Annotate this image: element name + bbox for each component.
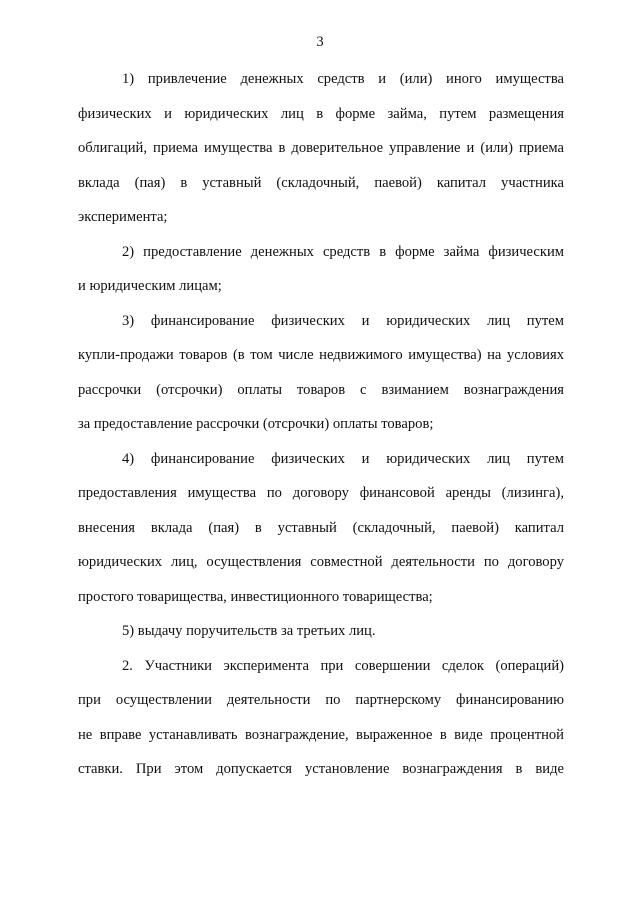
paragraph-line: за предоставление рассрочки (отсрочки) оплаты товаров; bbox=[78, 416, 434, 432]
page-number: 3 bbox=[316, 34, 324, 50]
paragraph-line: физических и юридических лиц в форме займа, путем размещения bbox=[78, 105, 564, 122]
paragraph-item-3 bbox=[78, 304, 564, 442]
paragraph-line: не вправе устанавливать вознаграждение, выраженное в виде процентной bbox=[78, 726, 564, 743]
paragraph-line: внесения вклада (пая) в уставный (складочный, паевой) капитал bbox=[78, 519, 564, 536]
paragraph-line: рассрочки (отсрочки) оплаты товаров с взиманием вознаграждения bbox=[78, 381, 564, 398]
paragraph-line: 4) финансирование физических и юридических лиц путем bbox=[122, 450, 564, 467]
paragraph-line: эксперимента; bbox=[78, 209, 168, 225]
paragraph-line: при осуществлении деятельности по партнерскому финансированию bbox=[78, 692, 564, 708]
paragraph-line: юридических лиц, осуществления совместной деятельности по договору bbox=[78, 554, 564, 570]
paragraph-item-4 bbox=[78, 442, 564, 615]
paragraph-line: предоставления имущества по договору финансовой аренды (лизинга), bbox=[78, 485, 564, 501]
paragraph-line: облигаций, приема имущества в доверительное управление и (или) приема bbox=[78, 140, 564, 156]
paragraph-item-2 bbox=[78, 235, 564, 304]
paragraph-item-1 bbox=[78, 62, 564, 235]
paragraph-line: 2. Участники эксперимента при совершении сделок (операций) bbox=[122, 657, 564, 674]
paragraph-line: 5) выдачу поручительств за третьих лиц. bbox=[122, 623, 376, 639]
paragraph-line: вклада (пая) в уставный (складочный, паевой) капитал участника bbox=[78, 174, 564, 191]
paragraph-line: простого товарищества, инвестиционного товарищества; bbox=[78, 588, 433, 605]
document-body bbox=[78, 62, 564, 787]
paragraph-line: 1) привлечение денежных средств и (или) иного имущества bbox=[122, 71, 564, 87]
paragraph-line: 2) предоставление денежных средств в форме займа физическим bbox=[122, 243, 564, 260]
paragraph-line: и юридическим лицам; bbox=[78, 278, 222, 294]
paragraph-line: купли-продажи товаров (в том числе недвижимого имущества) на условиях bbox=[78, 347, 564, 363]
paragraph-line: 3) финансирование физических и юридических лиц путем bbox=[122, 312, 564, 329]
paragraph-line: ставки. При этом допускается установление вознаграждения в виде bbox=[78, 761, 564, 777]
paragraph-item-6 bbox=[78, 649, 564, 787]
paragraph-item-5 bbox=[78, 614, 564, 649]
